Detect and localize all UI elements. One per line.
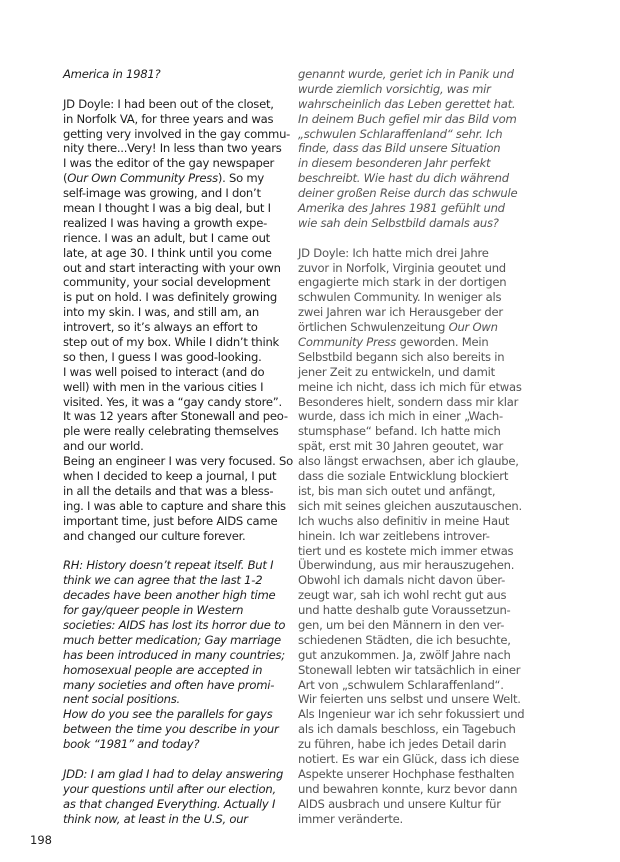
text-line: ple were really celebrating themselves — [63, 424, 279, 439]
italic-text-line: How do you see the parallels for gays — [63, 707, 273, 722]
text-line: zeugt war, sah ich wohl recht gut aus — [298, 588, 507, 603]
text-line: gut anzukommen. Ja, zwölf Jahre nach — [298, 647, 511, 662]
text-line: late, at age 30. I think until you come — [63, 245, 272, 260]
text-line: Überwindung, aus mir herauszugehen. — [298, 558, 515, 573]
text-line — [298, 320, 544, 335]
text-segment: ). So my — [217, 171, 265, 186]
text-line: realized I was having a growth expe- — [63, 215, 268, 230]
italic-text-line: genannt wurde, geriet ich in Panik und — [298, 67, 514, 81]
italic-text-segment: Our Own — [448, 320, 498, 335]
text-line: Ich wuchs also definitiv in meine Haut — [298, 513, 510, 528]
paragraph-spacer — [63, 82, 299, 97]
german-text-column — [298, 67, 544, 826]
italic-text-line: your questions until after our election, — [63, 781, 276, 796]
text-line: I was the editor of the gay newspaper — [63, 156, 274, 171]
text-line: schiedenen Städten, die ich besuchte, — [298, 632, 511, 647]
text-line: immer veränderte. — [298, 811, 403, 826]
text-line: nity there...Very! In less than two years — [63, 141, 282, 156]
italic-text-line: wurde ziemlich vorsichtig, was mir — [298, 81, 491, 96]
text-line: visited. Yes, it was a “gay candy store”. — [63, 394, 282, 409]
text-line: important time, just before AIDS came — [63, 513, 278, 528]
text-line: meine ich nicht, dass ich mich für etwas — [298, 379, 522, 394]
page-number: 198 — [30, 833, 52, 847]
italic-text-line: think we can agree that the last 1-2 — [63, 573, 263, 588]
text-line: sich mit seines gleichen auszutauschen. — [298, 498, 522, 513]
text-segment: geworden. Mein — [396, 335, 489, 350]
italic-text-line: wie sah dein Selbstbild damals aus? — [298, 215, 499, 230]
text-line: dass die soziale Entwicklung blockiert — [298, 469, 509, 484]
italic-text-line: between the time you describe in your — [63, 722, 279, 737]
text-line: in Norfolk VA, for three years and was — [63, 111, 274, 126]
text-line: introvert, so it’s always an effort to — [63, 320, 258, 335]
italic-text-line: think now, at least in the U.S, our — [63, 811, 248, 826]
text-segment: ( — [63, 171, 68, 186]
italic-text-line: JDD: I am glad I had to delay answering — [63, 766, 284, 781]
text-line: gen, um bei den Männern in den ver- — [298, 617, 505, 632]
text-line: out and start interacting with your own — [63, 260, 281, 275]
italic-text-segment: Community Press — [298, 335, 397, 350]
text-line: zu führen, habe ich jedes Detail darin — [298, 737, 507, 752]
italic-text-line: decades have been another high time — [63, 588, 276, 603]
text-line: wurde, dass ich mich in einer „Wach- — [298, 409, 503, 424]
italic-text-segment: Our Own Community Press — [67, 171, 218, 186]
italic-text-line: „schwulen Schlaraffenland“ sehr. Ich — [298, 126, 503, 141]
text-line: rience. I was an adult, but I came out — [63, 230, 270, 245]
text-line: community, your social development — [63, 275, 271, 290]
paragraph-spacer — [298, 231, 544, 246]
italic-text-line: wahrscheinlich das Leben gerettet hat. — [298, 96, 516, 111]
italic-text-line: in diesem besonderen Jahr perfekt — [298, 156, 491, 171]
text-line: and changed our culture forever. — [63, 528, 246, 543]
text-line: so then, I guess I was good-looking. — [63, 349, 262, 364]
text-line: schwulen Community. In weniger als — [298, 290, 502, 305]
text-line: hinein. Ich war zeitlebens introver- — [298, 528, 490, 543]
italic-text-line: societies: AIDS has lost its horror due to — [63, 617, 286, 632]
paragraph-spacer — [63, 544, 299, 559]
italic-text-line: as that changed Everything. Actually I — [63, 796, 276, 811]
text-line: Als Ingenieur war ich sehr fokussiert und — [298, 707, 525, 722]
text-line: Art von „schwulem Schlaraffenland“. — [298, 677, 504, 692]
italic-text-line: finde, dass das Bild unsere Situation — [298, 141, 501, 156]
text-line: and our world. — [63, 439, 144, 454]
text-line: engagierte mich stark in der dortigen — [298, 275, 507, 290]
italic-text-line: Amerika des Jahres 1981 gefühlt und — [298, 201, 505, 216]
italic-text-line: for gay/queer people in Western — [63, 603, 244, 618]
text-line: notiert. Es war ein Glück, dass ich diese — [298, 751, 520, 766]
english-text-column — [63, 67, 299, 826]
text-line: als ich damals beschloss, ein Tagebuch — [298, 722, 516, 737]
text-line: zwei Jahren war ich Herausgeber der — [298, 305, 503, 320]
text-line: Being an engineer I was very focused. So — [63, 454, 293, 469]
text-line: when I decided to keep a journal, I put — [63, 469, 277, 484]
text-line: AIDS ausbrach und unsere Kultur für — [298, 796, 501, 811]
italic-text-line: RH: History doesn’t repeat itself. But I — [63, 558, 274, 573]
text-line: zuvor in Norfolk, Virginia geoutet und — [298, 260, 506, 275]
italic-text-line: deiner großen Reise durch das schwule — [298, 186, 518, 201]
text-line: I was well poised to interact (and do — [63, 364, 265, 379]
text-line: Aspekte unserer Hochphase festhalten — [298, 766, 515, 781]
text-line: Wir feierten uns selbst und unsere Welt. — [298, 692, 521, 707]
text-line: stumsphase“ befand. Ich hatte mich — [298, 424, 501, 439]
text-line: in all the details and that was a bless- — [63, 483, 274, 498]
text-line: und hatte deshalb gute Voraussetzun- — [298, 603, 511, 618]
text-line: is put on hold. I was definitely growing — [63, 290, 278, 305]
text-line: Stonewall lebten wir tatsächlich in einer — [298, 662, 521, 677]
text-line — [63, 171, 299, 186]
text-line: JD Doyle: I had been out of the closet, — [63, 96, 274, 111]
text-line — [298, 335, 544, 350]
text-line: jener Zeit zu entwickeln, und damit — [298, 364, 495, 379]
text-line: und bewahren konnte, kurz bevor dann — [298, 781, 518, 796]
text-line: It was 12 years after Stonewall and peo- — [63, 409, 288, 424]
text-line: well) with men in the various cities I — [63, 379, 264, 394]
text-line: ing. I was able to capture and share this — [63, 498, 286, 513]
italic-text-line: much better medication; Gay marriage — [63, 632, 281, 647]
text-line: JD Doyle: Ich hatte mich drei Jahre — [298, 245, 489, 260]
text-line: Besonderes hielt, sondern dass mir klar — [298, 394, 519, 409]
text-line: self-image was growing, and I don’t — [63, 186, 261, 201]
italic-text-line: In deinem Buch gefiel mir das Bild vom — [298, 111, 517, 126]
text-segment: örtlichen Schwulenzeitung — [298, 320, 449, 335]
paragraph-spacer — [63, 752, 299, 767]
text-line: step out of my box. While I didn’t think — [63, 335, 280, 350]
italic-text-line: nent social positions. — [63, 692, 180, 707]
italic-text-line: beschreibt. Wie hast du dich während — [298, 171, 509, 186]
text-line: getting very involved in the gay commu- — [63, 126, 291, 141]
italic-text-line: many societies and often have promi- — [63, 677, 275, 692]
text-line: spät, erst mit 30 Jahren geoutet, war — [298, 439, 503, 454]
text-line: mean I thought I was a big deal, but I — [63, 201, 271, 216]
text-line: Obwohl ich damals nicht davon über- — [298, 573, 506, 588]
text-line: Selbstbild begann sich also bereits in — [298, 349, 505, 364]
text-line: tiert und es kostete mich immer etwas — [298, 543, 514, 558]
italic-text-line: has been introduced in many countries; — [63, 647, 285, 662]
text-line: into my skin. I was, and still am, an — [63, 305, 259, 320]
italic-text-line: America in 1981? — [63, 67, 161, 81]
italic-text-line: book “1981” and today? — [63, 737, 200, 752]
text-line: ist, bis man sich outet und anfängt, — [298, 483, 496, 498]
text-line: also längst erwachsen, aber ich glaube, — [298, 454, 519, 469]
italic-text-line: homosexual people are accepted in — [63, 662, 263, 677]
